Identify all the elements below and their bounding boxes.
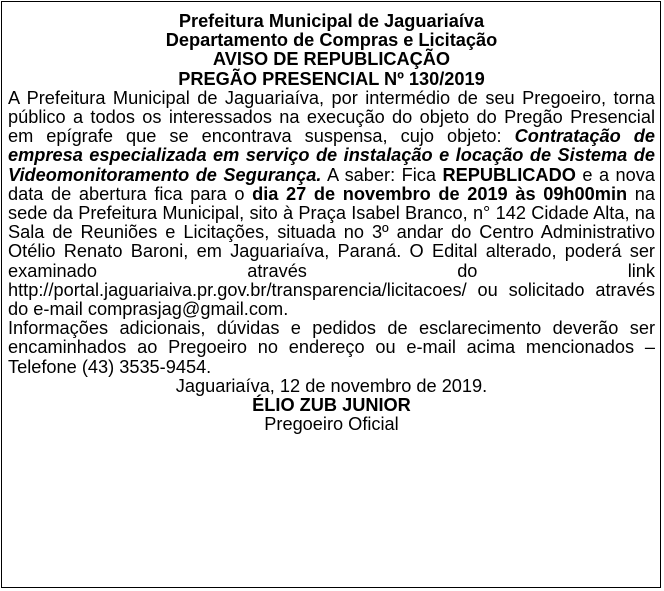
paragraph-intro: A Prefeitura Municipal de Jaguariaíva, por intermédio de seu Pregoeiro, torna público a todos os interessados na execução do objeto do Pregão Presencial em epígrafe que se encontrava suspensa, cujo objeto: xyxy=(8,87,655,147)
notice-paragraph-info: Informações adicionais, dúvidas e pedidos de esclarecimento deverão ser encaminhados ao Pregoeiro no endereço ou e-mail acima mencionados – Telefone (43) 3535-9454. xyxy=(8,318,655,377)
paragraph-new-date-intro: e a nova data de abertura fica para o xyxy=(8,164,655,204)
header-municipality: Prefeitura Municipal de Jaguariaíva xyxy=(178,11,485,31)
republicado-label: REPUBLICADO xyxy=(442,164,576,185)
notice-paragraph-main xyxy=(8,89,655,319)
header-department: Departamento de Compras e Licitação xyxy=(165,30,498,51)
paragraph-saber: A saber: Fica xyxy=(321,164,443,185)
place-date: Jaguariaíva, 12 de novembro de 2019. xyxy=(175,375,488,396)
opening-date: dia 27 de novembro de 2019 às 09h00min xyxy=(252,183,628,204)
object-description: Contratação de empresa especializada em serviço de instalação e locação de Sistema de Videomonitoramento de Segurança. xyxy=(8,126,655,185)
signer-role: Pregoeiro Oficial xyxy=(264,414,399,435)
notice-content xyxy=(8,12,655,434)
signer-name: ÉLIO ZUB JUNIOR xyxy=(252,395,411,416)
paragraph-location-details: na sede da Prefeitura Municipal, sito à Praça Isabel Branco, n° 142 Cidade Alta, na Sala de Reuniões e Licitações, situada no 3º andar do Centro Administrativo Otélio Renato Baroni, em Jaguariaíva, Paraná. O Edital alterado, poderá ser examinado através do link http://portal.jaguariaiva.pr.gov.br/transparencia/licitacoes/ ou solicitado através do e-mail comprasjag@gmail.com. xyxy=(8,183,655,320)
notice-title: AVISO DE REPUBLICAÇÃO xyxy=(212,49,451,70)
notice-subtitle: PREGÃO PRESENCIAL Nº 130/2019 xyxy=(178,68,485,89)
